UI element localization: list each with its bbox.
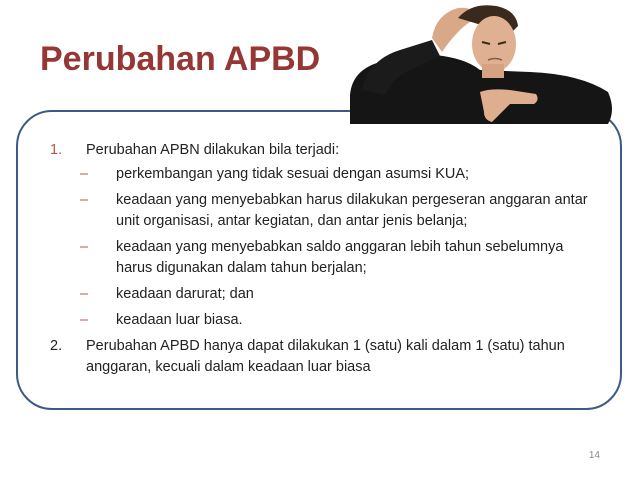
dash-bullet: – [80,192,89,208]
dash-bullet: – [80,286,89,302]
sub-item [44,310,619,331]
confused-man-illustration [340,0,618,140]
dash-bullet: – [80,312,89,328]
list-item-1 [44,140,619,161]
sub-item-text: perkembangan yang tidak sesuai dengan asumsi KUA; [116,166,470,182]
item-text: Perubahan APBN dilakukan bila terjadi: [86,142,340,158]
sub-item [44,284,619,305]
list-item-2 [44,336,619,378]
sub-item-text: keadaan yang menyebabkan saldo anggaran lebih tahun sebelumnya harus digunakan dalam tahun berjalan; [116,239,564,276]
dash-bullet: – [80,166,89,182]
page-number: 14 [588,450,600,461]
sub-item-text: keadaan darurat; dan [116,286,254,302]
sub-item [44,190,619,232]
sub-item-text: keadaan yang menyebabkan harus dilakukan pergeseran anggaran antar unit organisasi, antar kegiatan, dan antar jenis belanja; [116,192,588,229]
sub-item [44,237,619,279]
face-shape [472,16,516,72]
item-text: Perubahan APBD hanya dapat dilakukan 1 (satu) kali dalam 1 (satu) tahun anggaran, kecuali dalam keadaan luar biasa [86,338,565,375]
content-list [44,140,619,381]
item-number: 2. [50,338,63,354]
neck-shape [482,64,504,78]
item-number: 1. [50,142,63,158]
sub-item [44,164,619,185]
slide-title: Perubahan APBD [40,40,321,78]
dash-bullet: – [80,239,89,255]
sub-item-text: keadaan luar biasa. [116,312,243,328]
